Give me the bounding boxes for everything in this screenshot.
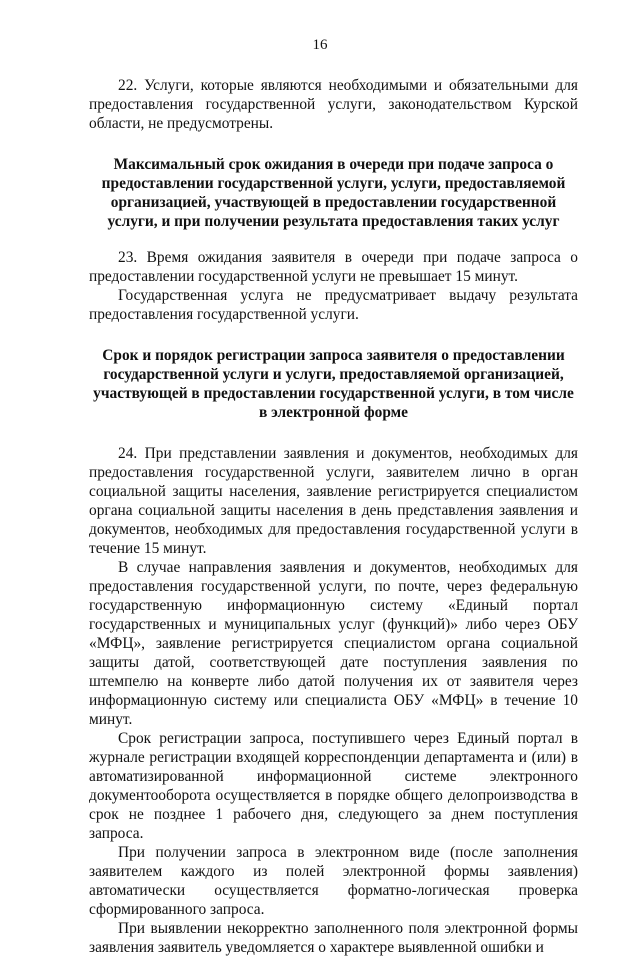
section-heading-registration: Срок и порядок регистрации запроса заявителя о предоставлении государственной услуги и услуги, предоставляемой организацией, участвующей в предоставлении государственной услуги, в том числе в электронной форме (93, 347, 574, 421)
paragraph-23: 23. Время ожидания заявителя в очереди при подаче запроса о предоставлении государственной услуги не превышает 15 минут. (89, 249, 578, 285)
section-heading-waiting-time: Максимальный срок ожидания в очереди при подаче запроса о предоставлении государственной услуги, услуги, предоставляемой организацией, участвующей в предоставлении государственной услуги, и при получении результата предоставления таких услуг (101, 156, 566, 230)
paragraph-24: 24. При представлении заявления и документов, необходимых для предоставления государственной услуги, заявителем лично в орган социальной защиты населения, заявление регистрируется специалистом органа социальной защиты населения в день представления заявления и документов, необходимых для предоставления государственной услуги в течение 15 минут. (89, 445, 578, 557)
paragraph-23-result: Государственная услуга не предусматривает выдачу результата предоставления государственной услуги. (89, 287, 578, 323)
paragraph-24-errors: При выявлении некорректно заполненного поля электронной формы заявления заявитель уведомляется о характере выявленной ошибки и (89, 920, 578, 956)
paragraph-22: 22. Услуги, которые являются необходимыми и обязательными для предоставления государственной услуги, законодательством Курской области, не предусмотрены. (89, 77, 578, 132)
page-number: 16 (312, 37, 328, 53)
document-body (89, 76, 578, 957)
paragraph-24-portal: Срок регистрации запроса, поступившего через Единый портал в журнале регистрации входящей корреспонденции департамента и (или) в автоматизированной информационной системе электронного документооборота осуществляется в порядке общего делопроизводства в срок не позднее 1 рабочего дня, следующего за днем поступления запроса. (89, 730, 578, 842)
paragraph-24-electronic: При получении запроса в электронном виде (после заполнения заявителем каждого из полей электронной формы заявления) автоматически осуществляется форматно-логическая проверка сформированного запроса. (89, 844, 578, 918)
paragraph-24-mail: В случае направления заявления и документов, необходимых для предоставления государственной услуги, по почте, через федеральную государственную информационную систему «Единый портал государственных и муниципальных услуг (функций)» либо через ОБУ «МФЦ», заявление регистрируется специалистом органа социальной защиты датой, соответствующей дате поступления заявления по штемпелю на конверте либо датой получения их от заявителя через информационную систему или специалиста ОБУ «МФЦ» в течение 10 минут. (89, 559, 578, 728)
